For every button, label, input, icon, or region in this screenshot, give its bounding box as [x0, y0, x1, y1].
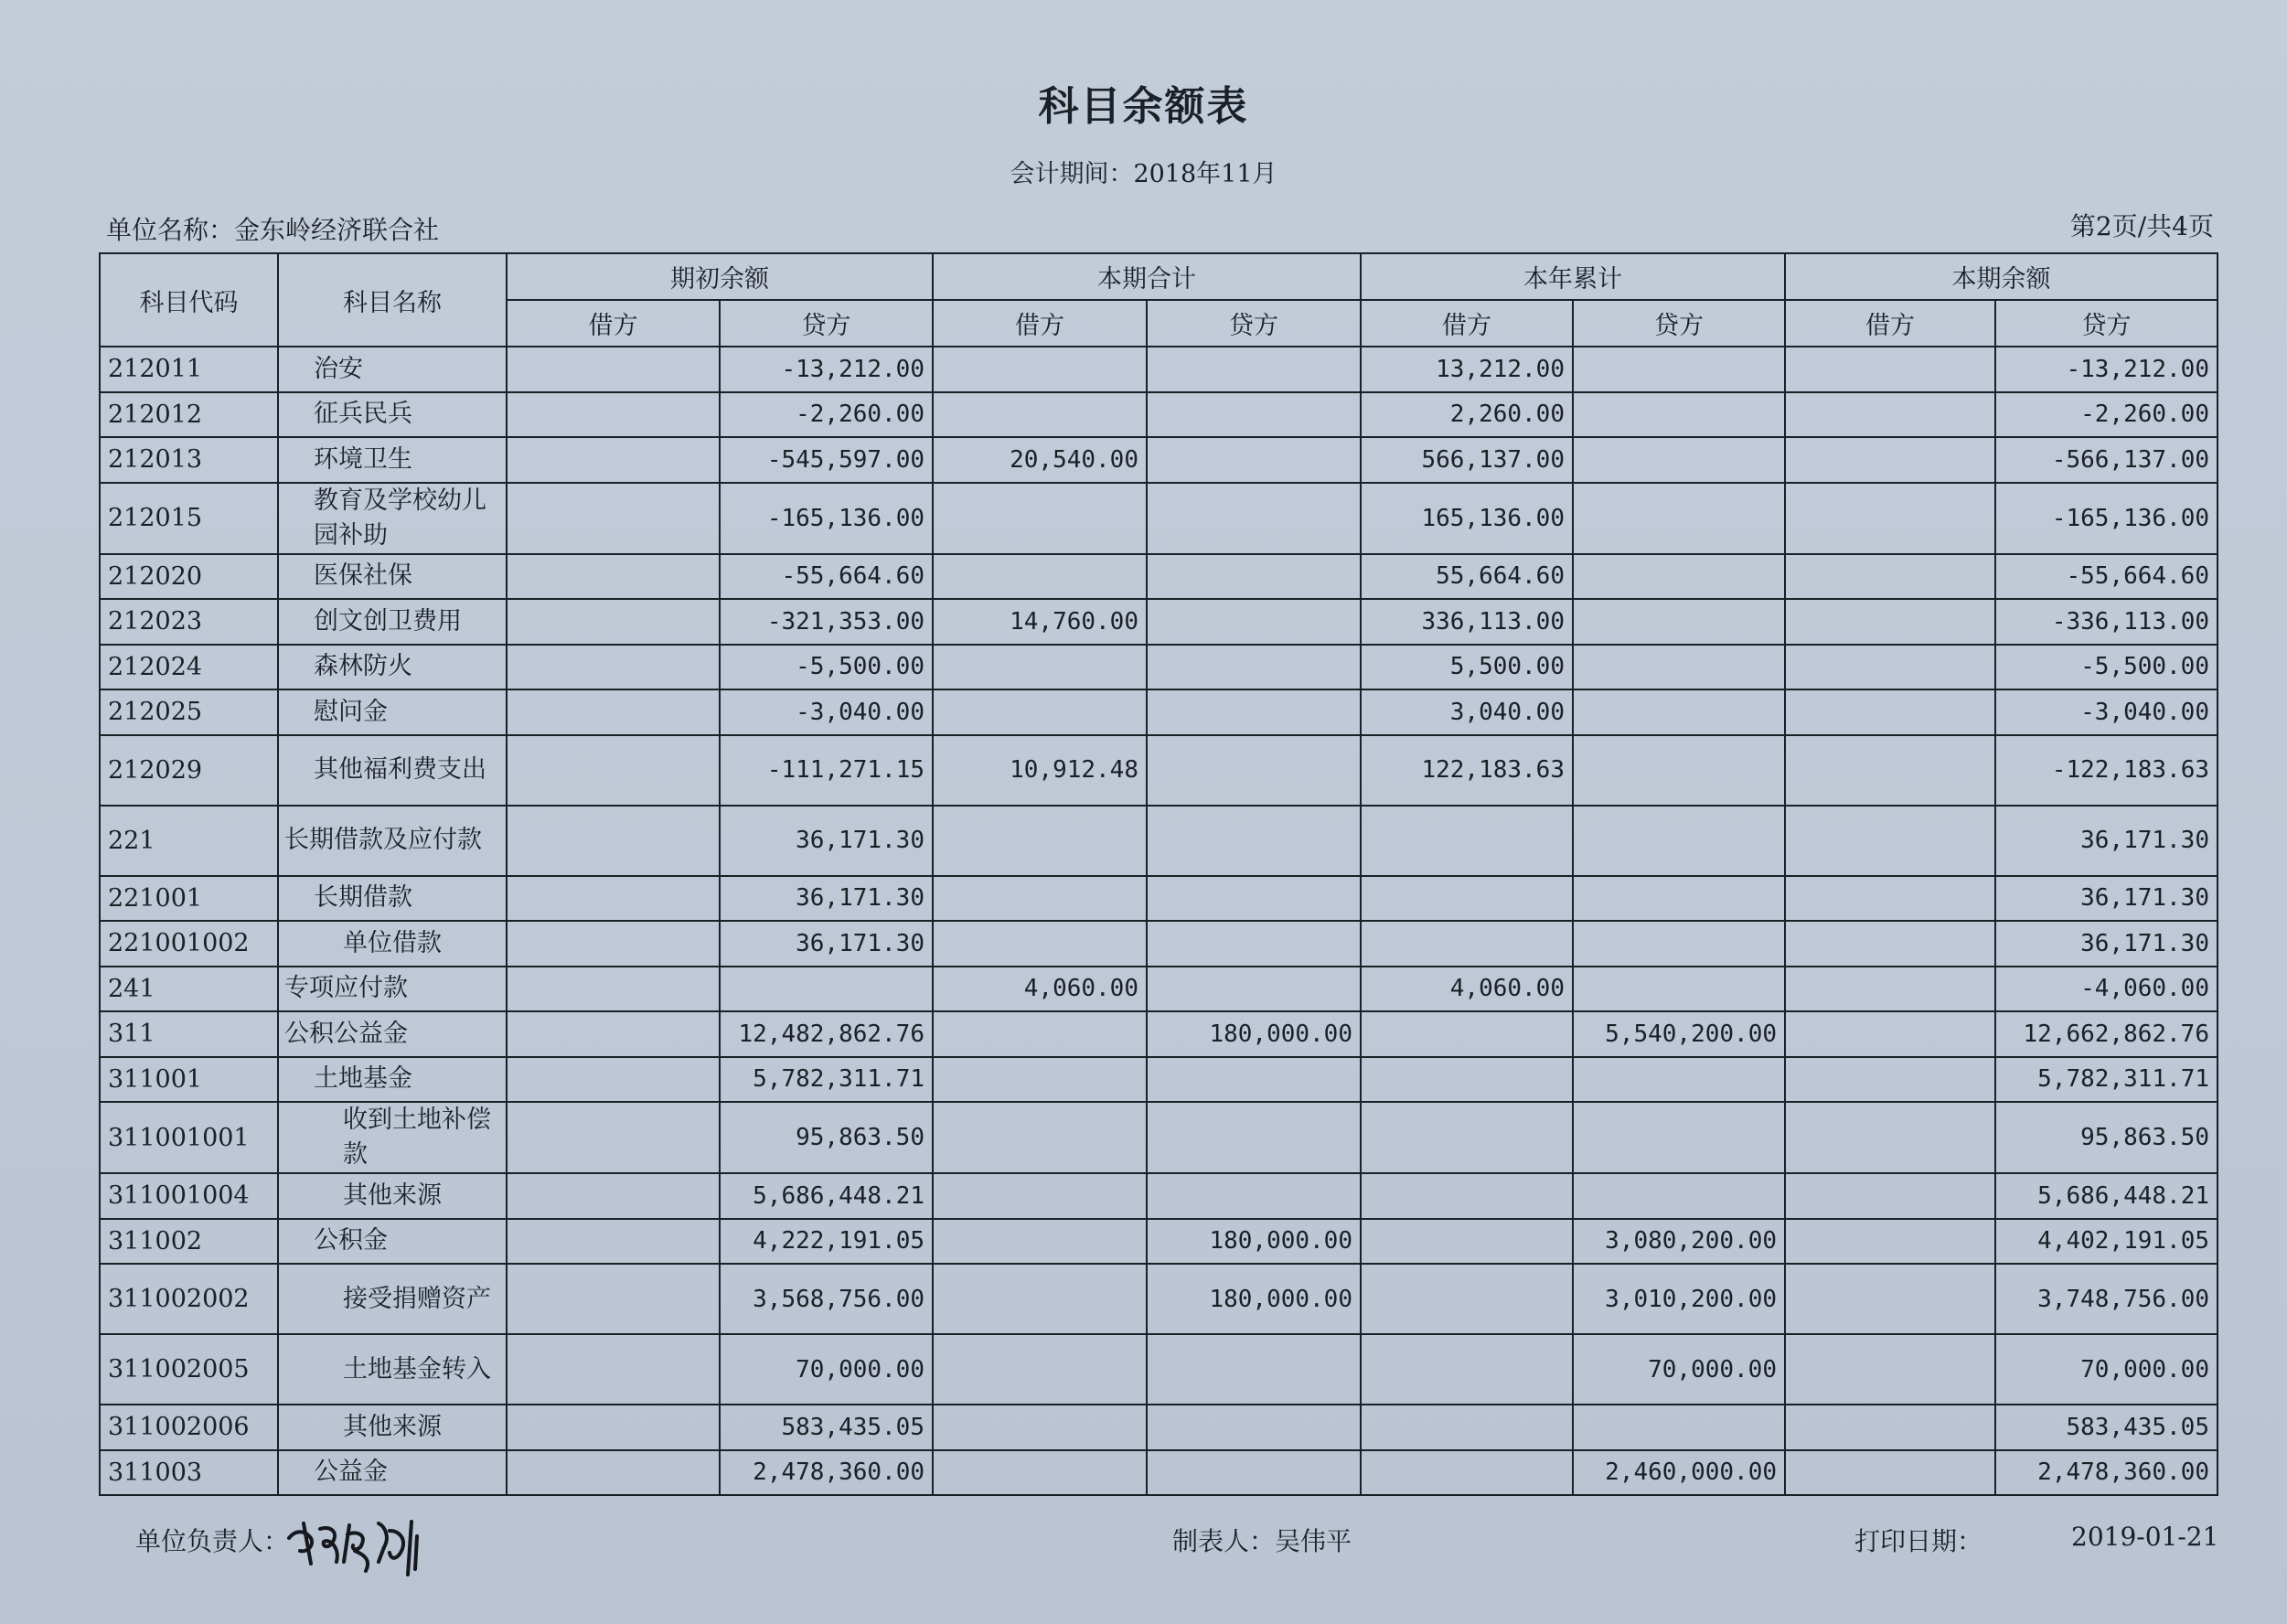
- opening-credit-amount: -5,500.00: [720, 645, 933, 690]
- table-row: [100, 689, 2218, 735]
- closing-credit-amount: -55,664.60: [1995, 554, 2218, 600]
- closing-debit-amount: [1785, 1264, 1995, 1334]
- closing-debit-amount: [1785, 1011, 1995, 1057]
- closing-credit-amount: 5,686,448.21: [1995, 1173, 2218, 1219]
- header-period-total: 本期合计: [933, 253, 1361, 300]
- opening-credit-amount: 5,782,311.71: [720, 1057, 933, 1103]
- opening-credit-amount: 5,686,448.21: [720, 1173, 933, 1219]
- opening-debit-amount: [507, 1450, 720, 1496]
- account-name: 长期借款: [278, 876, 507, 922]
- closing-credit-amount: -13,212.00: [1995, 347, 2218, 392]
- opening-debit-amount: [507, 347, 720, 392]
- period-debit-amount: [933, 1011, 1147, 1057]
- closing-debit-amount: [1785, 967, 1995, 1012]
- year-debit-amount: 5,500.00: [1361, 645, 1573, 690]
- opening-credit-amount: 70,000.00: [720, 1334, 933, 1405]
- closing-debit-amount: [1785, 392, 1995, 438]
- year-debit-amount: 55,664.60: [1361, 554, 1573, 600]
- opening-credit-amount: 95,863.50: [720, 1102, 933, 1173]
- closing-debit-amount: [1785, 806, 1995, 876]
- year-credit-amount: [1573, 1102, 1785, 1173]
- opening-debit-amount: [507, 1264, 720, 1334]
- period-credit-amount: [1147, 483, 1361, 554]
- year-debit-amount: [1361, 806, 1573, 876]
- opening-debit-amount: [507, 1011, 720, 1057]
- period-debit-amount: [933, 1450, 1147, 1496]
- account-name: 征兵民兵: [278, 392, 507, 438]
- opening-debit-amount: [507, 483, 720, 554]
- table-row: [100, 645, 2218, 690]
- account-code: 311001001: [100, 1102, 278, 1173]
- header-debit: 借方: [933, 300, 1147, 347]
- opening-credit-amount: -2,260.00: [720, 392, 933, 438]
- opening-debit-amount: [507, 1057, 720, 1103]
- opening-credit-amount: -545,597.00: [720, 437, 933, 483]
- closing-debit-amount: [1785, 689, 1995, 735]
- period-credit-amount: 180,000.00: [1147, 1264, 1361, 1334]
- opening-debit-amount: [507, 1219, 720, 1265]
- year-debit-amount: [1361, 1102, 1573, 1173]
- opening-credit-amount: -165,136.00: [720, 483, 933, 554]
- closing-credit-amount: 2,478,360.00: [1995, 1450, 2218, 1496]
- account-name: 土地基金: [278, 1057, 507, 1103]
- print-date: 2019-01-21: [2071, 1522, 2219, 1552]
- account-code: 311002005: [100, 1334, 278, 1405]
- year-credit-amount: [1573, 806, 1785, 876]
- opening-debit-amount: [507, 735, 720, 806]
- period-credit-amount: [1147, 1450, 1361, 1496]
- period-debit-amount: [933, 483, 1147, 554]
- opening-debit-amount: [507, 921, 720, 967]
- account-name: 其他来源: [278, 1405, 507, 1450]
- opening-debit-amount: [507, 392, 720, 438]
- account-name: 其他福利费支出: [278, 735, 507, 806]
- table-row: [100, 806, 2218, 876]
- table-row: [100, 1334, 2218, 1405]
- closing-credit-amount: -3,040.00: [1995, 689, 2218, 735]
- opening-credit-amount: -55,664.60: [720, 554, 933, 600]
- period-credit-amount: [1147, 876, 1361, 922]
- period-debit-amount: [933, 554, 1147, 600]
- header-credit: 贷方: [1995, 300, 2218, 347]
- closing-credit-amount: 70,000.00: [1995, 1334, 2218, 1405]
- account-code: 212023: [100, 599, 278, 645]
- closing-debit-amount: [1785, 735, 1995, 806]
- account-name: 其他来源: [278, 1173, 507, 1219]
- closing-credit-amount: 5,782,311.71: [1995, 1057, 2218, 1103]
- opening-credit-amount: -3,040.00: [720, 689, 933, 735]
- account-name: 单位借款: [278, 921, 507, 967]
- opening-debit-amount: [507, 1102, 720, 1173]
- opening-debit-amount: [507, 554, 720, 600]
- account-name: 土地基金转入: [278, 1334, 507, 1405]
- opening-debit-amount: [507, 437, 720, 483]
- opening-debit-amount: [507, 1405, 720, 1450]
- account-name: 收到土地补偿款: [278, 1102, 507, 1173]
- account-name: 环境卫生: [278, 437, 507, 483]
- account-name: 公积公益金: [278, 1011, 507, 1057]
- closing-debit-amount: [1785, 1219, 1995, 1265]
- period-credit-amount: [1147, 689, 1361, 735]
- account-name: 接受捐赠资产: [278, 1264, 507, 1334]
- header-credit: 贷方: [1573, 300, 1785, 347]
- account-code: 212015: [100, 483, 278, 554]
- preparer: 制表人：吴伟平: [1172, 1526, 1352, 1556]
- closing-debit-amount: [1785, 1173, 1995, 1219]
- table-row: [100, 483, 2218, 554]
- period-credit-amount: [1147, 806, 1361, 876]
- closing-debit-amount: [1785, 1057, 1995, 1103]
- account-name: 专项应付款: [278, 967, 507, 1012]
- table-row: [100, 1219, 2218, 1265]
- year-debit-amount: [1361, 921, 1573, 967]
- account-code: 212025: [100, 689, 278, 735]
- year-credit-amount: 5,540,200.00: [1573, 1011, 1785, 1057]
- table-row: [100, 1011, 2218, 1057]
- closing-credit-amount: 36,171.30: [1995, 876, 2218, 922]
- table-body: [100, 347, 2218, 1495]
- closing-debit-amount: [1785, 1102, 1995, 1173]
- year-credit-amount: [1573, 483, 1785, 554]
- header-credit: 贷方: [1147, 300, 1361, 347]
- responsible-label: 单位负责人：: [135, 1526, 290, 1556]
- header-code: 科目代码: [100, 253, 278, 347]
- period-debit-amount: [933, 1057, 1147, 1103]
- period-credit-amount: [1147, 347, 1361, 392]
- closing-debit-amount: [1785, 1450, 1995, 1496]
- period-debit-amount: [933, 1102, 1147, 1173]
- table-row: [100, 1057, 2218, 1103]
- closing-credit-amount: 36,171.30: [1995, 921, 2218, 967]
- account-name: 森林防火: [278, 645, 507, 690]
- account-code: 212013: [100, 437, 278, 483]
- signature-handwritten: [283, 1511, 430, 1582]
- period-debit-amount: 20,540.00: [933, 437, 1147, 483]
- year-debit-amount: [1361, 1219, 1573, 1265]
- opening-credit-amount: 583,435.05: [720, 1405, 933, 1450]
- period-debit-amount: [933, 1173, 1147, 1219]
- unit-name: 单位名称：金东岭经济联合社: [106, 215, 440, 245]
- year-debit-amount: [1361, 1334, 1573, 1405]
- table-row: [100, 599, 2218, 645]
- account-code: 311002002: [100, 1264, 278, 1334]
- print-date-label: 打印日期：: [1854, 1526, 1983, 1556]
- account-code: 311001004: [100, 1173, 278, 1219]
- period-debit-amount: [933, 347, 1147, 392]
- page-indicator: 第2页/共4页: [2069, 211, 2214, 241]
- header-debit: 借方: [1785, 300, 1995, 347]
- table-row: [100, 921, 2218, 967]
- closing-debit-amount: [1785, 1334, 1995, 1405]
- period-debit-amount: [933, 876, 1147, 922]
- balance-table: [99, 252, 2218, 1496]
- period-credit-amount: [1147, 735, 1361, 806]
- year-credit-amount: 70,000.00: [1573, 1334, 1785, 1405]
- year-credit-amount: [1573, 554, 1785, 600]
- closing-credit-amount: -336,113.00: [1995, 599, 2218, 645]
- account-name: 创文创卫费用: [278, 599, 507, 645]
- period-debit-amount: 10,912.48: [933, 735, 1147, 806]
- closing-debit-amount: [1785, 437, 1995, 483]
- period-credit-amount: [1147, 1102, 1361, 1173]
- account-name: 公积金: [278, 1219, 507, 1265]
- table-row: [100, 1173, 2218, 1219]
- closing-credit-amount: -4,060.00: [1995, 967, 2218, 1012]
- header-credit: 贷方: [720, 300, 933, 347]
- year-credit-amount: [1573, 1173, 1785, 1219]
- account-code: 221001002: [100, 921, 278, 967]
- year-credit-amount: [1573, 1405, 1785, 1450]
- period-debit-amount: [933, 806, 1147, 876]
- year-debit-amount: 122,183.63: [1361, 735, 1573, 806]
- closing-credit-amount: 36,171.30: [1995, 806, 2218, 876]
- account-code: 212029: [100, 735, 278, 806]
- period-debit-amount: [933, 1264, 1147, 1334]
- year-credit-amount: [1573, 645, 1785, 690]
- period-credit-amount: [1147, 1173, 1361, 1219]
- period-debit-amount: [933, 645, 1147, 690]
- table-row: [100, 392, 2218, 438]
- account-code: 311: [100, 1011, 278, 1057]
- year-debit-amount: [1361, 1011, 1573, 1057]
- header-opening-balance: 期初余额: [507, 253, 933, 300]
- opening-debit-amount: [507, 806, 720, 876]
- account-code: 212011: [100, 347, 278, 392]
- account-code: 221: [100, 806, 278, 876]
- period-debit-amount: 4,060.00: [933, 967, 1147, 1012]
- closing-credit-amount: -2,260.00: [1995, 392, 2218, 438]
- period-credit-amount: [1147, 599, 1361, 645]
- closing-debit-amount: [1785, 921, 1995, 967]
- year-credit-amount: [1573, 876, 1785, 922]
- account-name: 长期借款及应付款: [278, 806, 507, 876]
- year-credit-amount: [1573, 437, 1785, 483]
- opening-credit-amount: [720, 967, 933, 1012]
- year-debit-amount: 13,212.00: [1361, 347, 1573, 392]
- year-debit-amount: 336,113.00: [1361, 599, 1573, 645]
- period-credit-amount: [1147, 921, 1361, 967]
- period-credit-amount: [1147, 1334, 1361, 1405]
- header-closing-balance: 本期余额: [1785, 253, 2218, 300]
- table-row: [100, 876, 2218, 922]
- header-name: 科目名称: [278, 253, 507, 347]
- table-row: [100, 735, 2218, 806]
- closing-debit-amount: [1785, 599, 1995, 645]
- account-code: 311003: [100, 1450, 278, 1496]
- year-credit-amount: [1573, 599, 1785, 645]
- opening-debit-amount: [507, 1173, 720, 1219]
- period-debit-amount: [933, 1405, 1147, 1450]
- opening-debit-amount: [507, 1334, 720, 1405]
- year-credit-amount: [1573, 921, 1785, 967]
- year-credit-amount: 2,460,000.00: [1573, 1450, 1785, 1496]
- closing-debit-amount: [1785, 554, 1995, 600]
- year-debit-amount: [1361, 1264, 1573, 1334]
- account-code: 212024: [100, 645, 278, 690]
- year-credit-amount: [1573, 1057, 1785, 1103]
- table-row: [100, 1102, 2218, 1173]
- period-debit-amount: [933, 1334, 1147, 1405]
- year-credit-amount: [1573, 689, 1785, 735]
- table-row: [100, 554, 2218, 600]
- account-code: 241: [100, 967, 278, 1012]
- table-row: [100, 347, 2218, 392]
- period-debit-amount: [933, 392, 1147, 438]
- opening-debit-amount: [507, 645, 720, 690]
- opening-credit-amount: 4,222,191.05: [720, 1219, 933, 1265]
- year-debit-amount: 566,137.00: [1361, 437, 1573, 483]
- period-credit-amount: 180,000.00: [1147, 1219, 1361, 1265]
- year-credit-amount: 3,010,200.00: [1573, 1264, 1785, 1334]
- header-debit: 借方: [1361, 300, 1573, 347]
- year-debit-amount: [1361, 1405, 1573, 1450]
- table-row: [100, 967, 2218, 1012]
- closing-credit-amount: -122,183.63: [1995, 735, 2218, 806]
- account-name: 公益金: [278, 1450, 507, 1496]
- closing-debit-amount: [1785, 347, 1995, 392]
- opening-credit-amount: -13,212.00: [720, 347, 933, 392]
- account-name: 医保社保: [278, 554, 507, 600]
- closing-credit-amount: 12,662,862.76: [1995, 1011, 2218, 1057]
- opening-debit-amount: [507, 967, 720, 1012]
- year-debit-amount: 4,060.00: [1361, 967, 1573, 1012]
- period-credit-amount: [1147, 967, 1361, 1012]
- account-name: 治安: [278, 347, 507, 392]
- year-debit-amount: [1361, 1057, 1573, 1103]
- closing-debit-amount: [1785, 483, 1995, 554]
- year-debit-amount: 165,136.00: [1361, 483, 1573, 554]
- closing-credit-amount: -566,137.00: [1995, 437, 2218, 483]
- period-debit-amount: [933, 1219, 1147, 1265]
- year-debit-amount: 3,040.00: [1361, 689, 1573, 735]
- report-title: 科目余额表: [1038, 83, 1249, 130]
- opening-credit-amount: 12,482,862.76: [720, 1011, 933, 1057]
- year-credit-amount: [1573, 967, 1785, 1012]
- table-row: [100, 437, 2218, 483]
- period-credit-amount: [1147, 645, 1361, 690]
- period-credit-amount: 180,000.00: [1147, 1011, 1361, 1057]
- account-code: 311001: [100, 1057, 278, 1103]
- account-name: 教育及学校幼儿园补助: [278, 483, 507, 554]
- account-code: 212020: [100, 554, 278, 600]
- opening-credit-amount: 3,568,756.00: [720, 1264, 933, 1334]
- period-credit-amount: [1147, 1405, 1361, 1450]
- closing-credit-amount: -5,500.00: [1995, 645, 2218, 690]
- opening-debit-amount: [507, 876, 720, 922]
- closing-credit-amount: 583,435.05: [1995, 1405, 2218, 1450]
- opening-credit-amount: 36,171.30: [720, 921, 933, 967]
- year-debit-amount: 2,260.00: [1361, 392, 1573, 438]
- opening-debit-amount: [507, 599, 720, 645]
- opening-credit-amount: -111,271.15: [720, 735, 933, 806]
- table-row: [100, 1264, 2218, 1334]
- year-debit-amount: [1361, 1450, 1573, 1496]
- period-credit-amount: [1147, 554, 1361, 600]
- table-row: [100, 1450, 2218, 1496]
- opening-credit-amount: -321,353.00: [720, 599, 933, 645]
- year-credit-amount: 3,080,200.00: [1573, 1219, 1785, 1265]
- table-row: [100, 1405, 2218, 1450]
- year-debit-amount: [1361, 876, 1573, 922]
- opening-debit-amount: [507, 689, 720, 735]
- opening-credit-amount: 2,478,360.00: [720, 1450, 933, 1496]
- year-credit-amount: [1573, 347, 1785, 392]
- accounting-period: 会计期间：2018年11月: [1010, 160, 1277, 188]
- closing-debit-amount: [1785, 645, 1995, 690]
- closing-credit-amount: -165,136.00: [1995, 483, 2218, 554]
- header-year-cumulative: 本年累计: [1361, 253, 1785, 300]
- opening-credit-amount: 36,171.30: [720, 876, 933, 922]
- period-credit-amount: [1147, 392, 1361, 438]
- period-credit-amount: [1147, 437, 1361, 483]
- account-code: 212012: [100, 392, 278, 438]
- period-debit-amount: 14,760.00: [933, 599, 1147, 645]
- year-credit-amount: [1573, 735, 1785, 806]
- account-code: 221001: [100, 876, 278, 922]
- year-debit-amount: [1361, 1173, 1573, 1219]
- period-debit-amount: [933, 689, 1147, 735]
- closing-credit-amount: 3,748,756.00: [1995, 1264, 2218, 1334]
- account-code: 311002006: [100, 1405, 278, 1450]
- header-debit: 借方: [507, 300, 720, 347]
- account-name: 慰问金: [278, 689, 507, 735]
- year-credit-amount: [1573, 392, 1785, 438]
- closing-credit-amount: 4,402,191.05: [1995, 1219, 2218, 1265]
- closing-debit-amount: [1785, 876, 1995, 922]
- opening-credit-amount: 36,171.30: [720, 806, 933, 876]
- closing-credit-amount: 95,863.50: [1995, 1102, 2218, 1173]
- closing-debit-amount: [1785, 1405, 1995, 1450]
- period-credit-amount: [1147, 1057, 1361, 1103]
- period-debit-amount: [933, 921, 1147, 967]
- account-code: 311002: [100, 1219, 278, 1265]
